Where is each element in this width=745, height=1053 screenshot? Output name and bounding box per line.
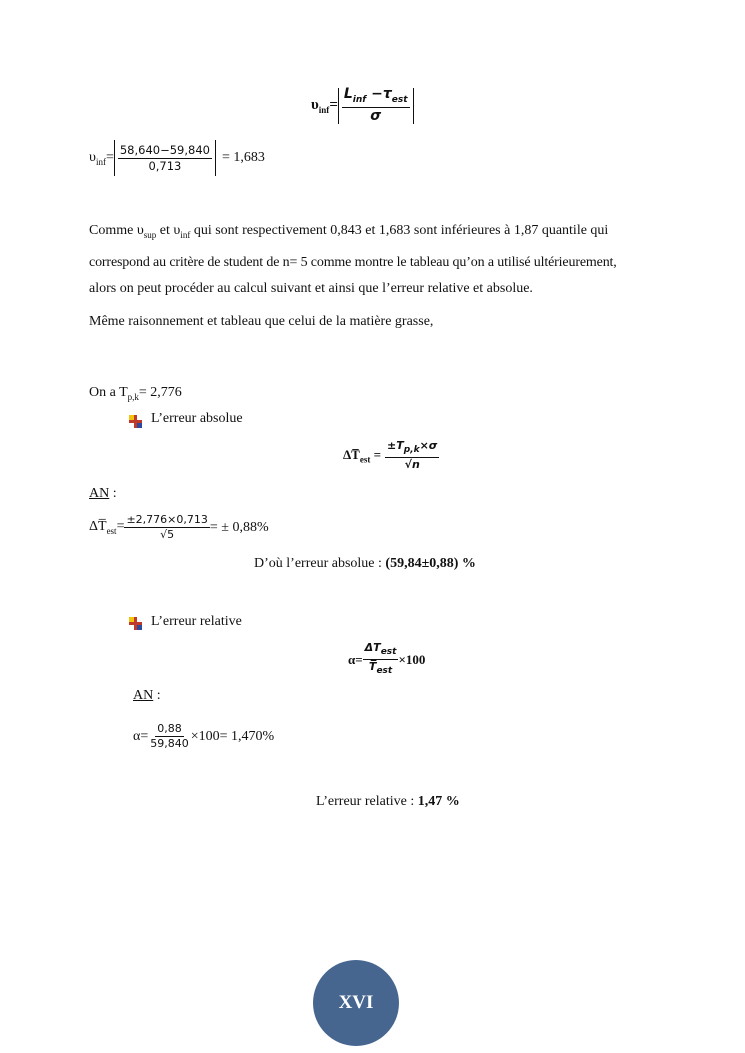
calc-vinf-lhs: $\upsilon_{inf}=$ [89,149,114,167]
section-rel-title: L’erreur relative [151,614,242,629]
calc-rel [133,723,274,750]
result-rel: L’erreur relative : 1,47 % [316,794,460,809]
bullet-cross-icon [129,415,142,428]
calc-vinf-abs [114,140,216,176]
paragraph-line-1: Comme $\upsilon_{sup}$ et $\upsilon_{inf}$ qui sont respectivement 0,843 et 1,683 sont inférieures à 1,87 quantile qui [89,223,609,240]
paragraph-comparison [89,217,664,301]
calc-abs-result: = ± 0,88% [209,519,269,535]
formula-abs-fraction: $\frac{\pm T_{p,k}\times\sigma}{√n}$ [387,439,438,472]
formula-vinf-abs [338,88,414,124]
result-abs: D’où l’erreur absolue : (59,84±0,88) % [254,556,476,571]
bullet-cross-icon [129,617,142,630]
an-label-abs: AN : [89,486,117,501]
page-number: XVI [338,992,374,1013]
formula-rel [348,642,425,677]
calc-rel-fraction: $\frac{0,88}{59,840}$ [150,722,189,751]
calc-vinf-result: = 1,683 [221,150,265,165]
calc-abs-lhs: $\Delta T̅_{est}=$ [89,519,125,536]
calc-vinf [89,140,265,176]
calc-rel-lhs: α= [133,728,149,744]
calc-abs-fraction: $\frac{\pm 2,776\times 0,713}{√5}$ [126,513,208,542]
paragraph-reasoning: Même raisonnement et tableau que celui de la matière grasse, [89,314,434,329]
formula-rel-fraction: $\frac{\Delta T_{est}}{T̅_{est}}$ [364,641,397,677]
formula-vinf-fraction: $\frac{L_{inf} -\tau_{est}}{\sigma}$ [343,86,408,125]
calc-rel-result: ×100= 1,470% [190,728,275,744]
calc-vinf-fraction: $\frac{58,640-59,840}{0,713}$ [119,142,210,173]
formula-rel-tail: ×100 [398,651,426,667]
paragraph-line-2: correspond au critère de student de n= 5 comme montre le tableau qu’on a utilisé ultérieurement, [89,254,617,270]
page-number-badge [313,960,399,1046]
tpk-line: On a $T_{p,k}= 2,776$ [89,385,182,402]
formula-abs-lhs: $\Delta T̅_{est}$ = [343,446,381,465]
formula-rel-lhs: α= [348,651,363,667]
section-abs-title: L’erreur absolue [151,411,243,426]
paragraph-line-3: alors on peut procéder au calcul suivant et ainsi que l’erreur relative et absolue. [89,280,533,296]
formula-vinf-lhs: $\upsilon_{inf}=$ [311,97,338,115]
an-label-rel: AN : [133,688,161,703]
calc-abs [89,514,269,541]
formula-vinf [311,88,414,124]
formula-abs [343,440,439,471]
